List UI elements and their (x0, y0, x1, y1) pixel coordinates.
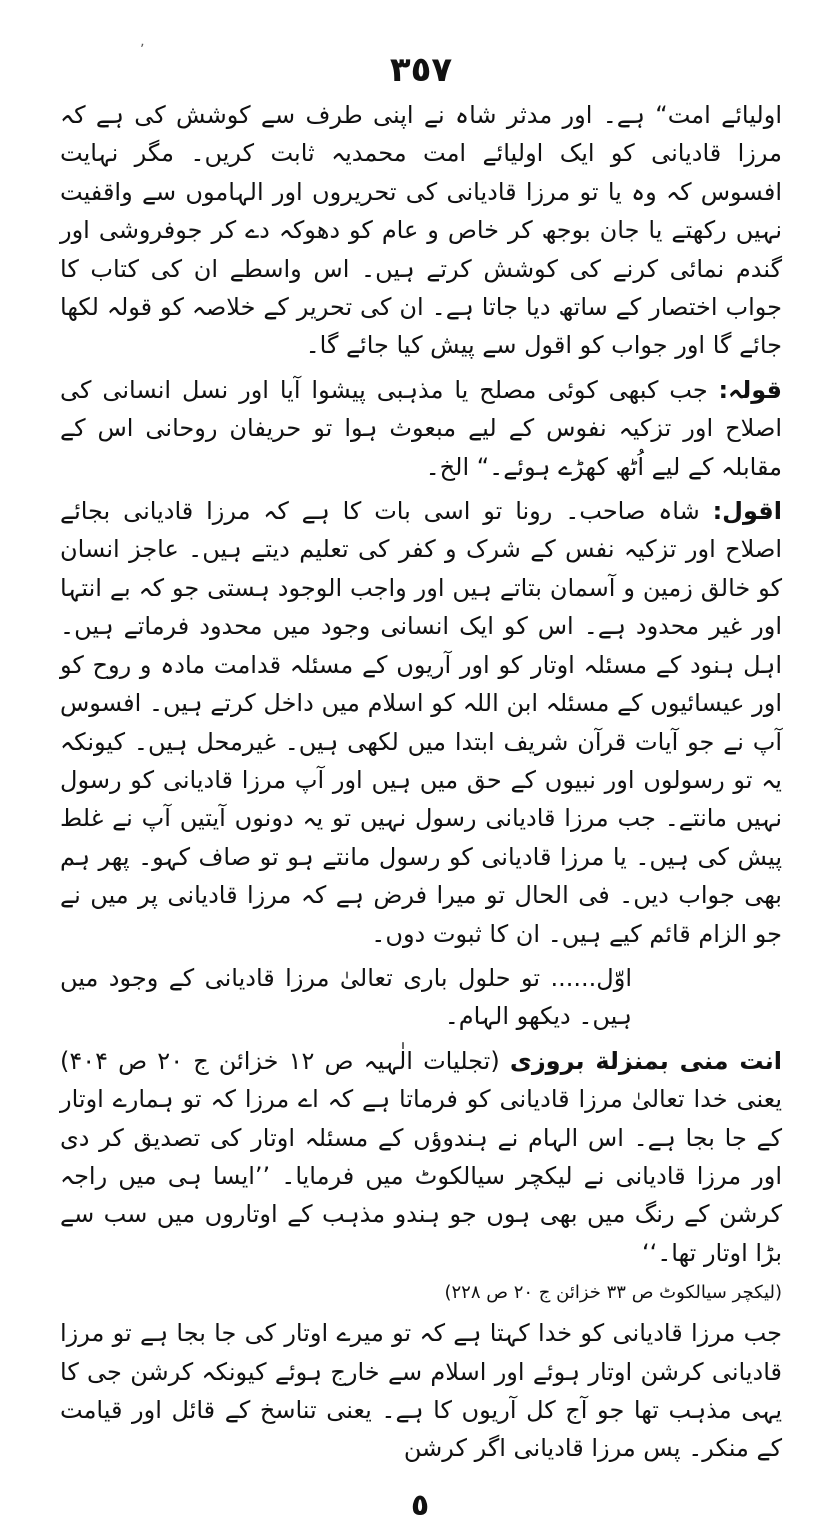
stray-mark: ʼ (140, 42, 145, 58)
paragraph-intro-text: اولیائے امت“ ہے۔ اور مدثر شاہ نے اپنی طرف سے کوشش کی ہے کہ مرزا قادیانی کو ایک اولیائے امت محمدیہ ثابت کریں۔ مگر نہایت افسوس کہ وہ یا تو مرزا قادیانی کی تحریروں اور الہاموں سے واقفیت نہیں رکھتے یا جان بوجھ کر خاص و عام کو دھوکہ دے کر جوفروشی اور گندم نمائی کرنے کی کوشش کرتے ہیں۔ اس واسطے ان کی کتاب کا جواب اختصار کے ساتھ دیا جاتا ہے۔ ان کی تحریر کے خلاصہ کو قولہ لکھا جائے گا اور جواب کو اقول سے پیش کیا جائے گا۔ (60, 101, 782, 360)
body-text (60, 96, 782, 1468)
qaulahu-text: جب کبھی کوئی مصلح یا مذہبی پیشوا آیا اور نسل انسانی کی اصلاح اور تزکیہ نفوس کے لیے مبعوث ہوا تو حریفان روحانی اس کے مقابلہ کے لیے اُٹھ کھڑے ہوئے۔“ الخ۔ (60, 375, 782, 481)
awwal-text: اوّل...... تو حلول باری تعالیٰ مرزا قادیانی کے وجود میں ہیں۔ دیکھو الہام۔ (60, 963, 632, 1031)
page-number-bottom: ٥ (410, 1488, 430, 1523)
citation-text: (لیکچر سیالکوٹ ص ۳۳ خزائن ج ۲۰ ص ۲۲۸) (444, 1282, 782, 1304)
paragraph-aqulu (60, 492, 782, 953)
krishan-text: جب مرزا قادیانی کو خدا کہتا ہے کہ تو میرے اوتار کی جا بجا ہے تو مرزا قادیانی کرشن اوتار ہوئے اور اسلام سے خارج ہوئے کیونکہ کرشن جی کا یہی مذہب تھا جو آج کل آریوں کا ہے۔ یعنی تناسخ کے قائل اور قیامت کے منکر۔ پس مرزا قادیانی اگر کرشن (60, 1319, 782, 1463)
citation-lecture-sialkot (60, 1278, 782, 1308)
paragraph-qaulahu (60, 371, 782, 486)
ilham-arabic-quote: انت منی بمنزلة بروزی (509, 1046, 783, 1075)
paragraph-awwal (60, 959, 782, 1036)
paragraph-krishan (60, 1314, 782, 1468)
paragraph-intro (60, 96, 782, 365)
paragraph-ilham (60, 1042, 782, 1272)
ilham-text: (تجلیات الٰہیہ ص ۱۲ خزائن ج ۲۰ ص ۴۰۴) یعنی خدا تعالیٰ مرزا قادیانی کو فرماتا ہے کہ اے مرزا کہ تو ہمارے اوتار کے جا بجا ہے۔ اس الہام نے ہندوؤں کے مسئلہ اوتار کی تصدیق کر دی اور مرزا قادیانی نے لیکچر سیالکوٹ میں فرمایا۔ ’’ایسا ہی میں راجہ کرشن کے رنگ میں بھی ہوں جو ہندو مذہب کے اوتاروں میں سب سے بڑا اوتار تھا۔‘‘ (60, 1046, 782, 1267)
aqulu-label: اقول: (712, 497, 782, 526)
aqulu-text: شاہ صاحب۔ رونا تو اسی بات کا ہے کہ مرزا قادیانی بجائے اصلاح اور تزکیہ نفس کے شرک و کفر کی تعلیم دیتے ہیں۔ عاجز انسان کو خالق زمین و آسمان بتاتے ہیں اور واجب الوجود ہستی جو کہ بے انتہا اور غیر محدود ہے۔ اس کو ایک انسانی وجود میں محدود فرماتے ہیں۔ اہل ہنود کے مسئلہ اوتار کو اور آریوں کے مسئلہ قدامت مادہ و روح کو اور عیسائیوں کے مسئلہ ابن اللہ کو اسلام میں داخل کرتے ہیں۔ افسوس آپ نے جو آیات قرآن شریف ابتدا میں لکھی ہیں۔ غیرمحل ہیں۔ کیونکہ یہ تو رسولوں اور نبیوں کے حق میں ہیں اور آپ مرزا قادیانی کو رسول نہیں مانتے۔ جب مرزا قادیانی رسول نہیں تو یہ دونوں آیتیں آپ نے غلط پیش کی ہیں۔ یا مرزا قادیانی کو رسول مانتے ہو تو صاف کہو۔ پھر ہم بھی جواب دیں۔ فی الحال تو میرا فرض ہے کہ مرزا قادیانی پر میں نے جو الزام قائم کیے ہیں۔ ان کا ثبوت دوں۔ (60, 497, 782, 948)
page-number-top: ٣٥٧ (389, 50, 453, 90)
qaulahu-label: قولہ: (718, 375, 782, 404)
